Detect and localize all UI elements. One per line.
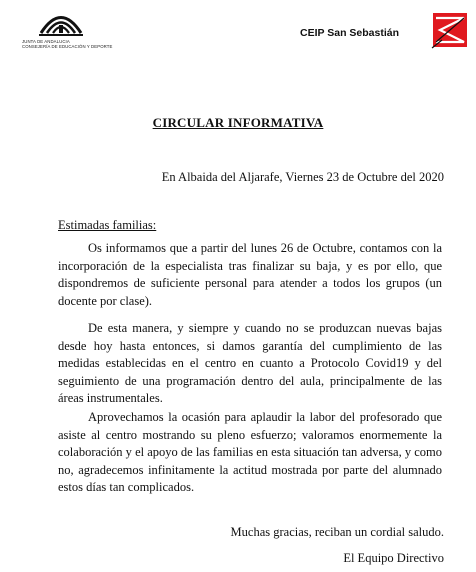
- paragraph-thanks: Aprovechamos la ocasión para aplaudir la labor del profesorado que asiste al centro mostrando su pleno esfuerzo; valoramos enormemente la colaboración y el apoyo de las familias en esta situación tan adversa, y como no, agradecemos infinitamente la actitud mostrada por parte del alumnado estos días tan complicados.: [58, 410, 442, 494]
- date-line: En Albaida del Aljarafe, Viernes 23 de Octubre del 2020: [161, 170, 444, 184]
- school-logo-icon: [430, 10, 470, 50]
- greeting: Estimadas familias:: [58, 218, 157, 232]
- agency-name: [22, 39, 112, 49]
- junta-emblem-icon: [38, 6, 84, 38]
- document-title: CIRCULAR INFORMATIVA: [152, 115, 324, 130]
- school-logo: [430, 10, 470, 50]
- closing-line: Muchas gracias, reciban un cordial saludo.: [230, 525, 444, 539]
- junta-de-andalucia-logo: [22, 6, 113, 50]
- agency-line-1: JUNTA DE ANDALUCIA: [22, 39, 70, 44]
- paragraph-announcement: Os informamos que a partir del lunes 26 de Octubre, contamos con la incorporación de la especialista tras finalizar su baja, y es por ello, que dispondremos de suficiente personal para atender a todos los grupos (un docente por clase).: [58, 241, 442, 308]
- school-name: CEIP San Sebastián: [300, 27, 400, 39]
- agency-line-2: CONSEJERÍA DE EDUCACIÓN Y DEPORTE: [22, 44, 113, 49]
- paragraph-covid-protocol: De esta manera, y siempre y cuando no se produzcan nuevas bajas desde hoy hasta entonces, si damos garantía del cumplimiento de las medidas establecidas en el centro en cuanto a Protocolo Covid19 y del seguimiento de una programación dentro del aula, principalmente de las áreas instrumentales.: [58, 321, 442, 405]
- signature: El Equipo Directivo: [343, 551, 444, 565]
- document-header: [0, 0, 476, 60]
